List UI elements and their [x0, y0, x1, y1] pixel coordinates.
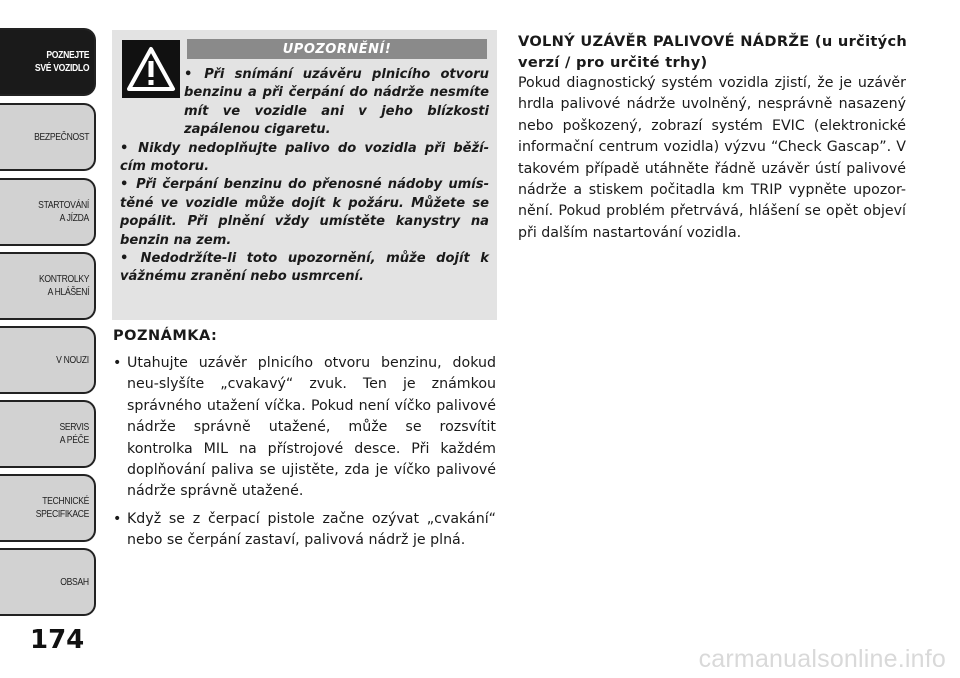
page-number: 174 — [30, 625, 85, 655]
tab-startovani-a-jizda[interactable] — [0, 178, 96, 246]
tab-label: STARTOVÁNÍ A JÍZDA — [38, 199, 89, 224]
note-heading: POZNÁMKA: — [113, 328, 218, 344]
tab-kontrolky-a-hlaseni[interactable] — [0, 252, 96, 320]
tab-label: TECHNICKÉ SPECIFIKACE — [35, 495, 89, 520]
warning-box — [112, 30, 497, 320]
tab-label: V NOUZI — [56, 353, 89, 366]
warning-title: UPOZORNĚNÍ! — [187, 39, 487, 59]
tab-label: POZNEJTE SVÉ VOZIDLO — [34, 49, 89, 74]
tab-label: SERVIS A PÉČE — [59, 421, 89, 446]
tab-label: KONTROLKY A HLÁŠENÍ — [38, 273, 89, 298]
tab-technicke-specifikace[interactable] — [0, 474, 96, 542]
warning-item: • Při snímání uzávěru plnicího otvoru benzinu a při čerpání do nádrže nesmíte mít ve vozidle ani v jeho blízkosti zapálenou cigaretu. — [184, 67, 490, 138]
warning-text — [120, 66, 489, 287]
tab-label: OBSAH — [60, 575, 89, 588]
note-list — [113, 353, 496, 558]
warning-item: • Nedodržíte-li toto upozornění, může dojít k vážnému zranění nebo usmrcení. — [120, 251, 489, 285]
tab-obsah[interactable] — [0, 548, 96, 616]
warning-item: • Při čerpání benzinu do přenosné nádoby umís-těné ve vozidle může dojít k požáru. Můžete se popálit. Při plnění vždy umístěte kanystry na benzin na zem. — [120, 177, 489, 248]
tab-servis-a-pece[interactable] — [0, 400, 96, 468]
note-item: • Když se z čerpací pistole začne ozývat „cvakání“ nebo se čerpání zastaví, palivová nádrž je plná. — [113, 510, 496, 549]
tab-poznejte-sve-vozidlo[interactable] — [0, 28, 96, 96]
section-heading: VOLNÝ UZÁVĚR PALIVOVÉ NÁDRŽE (u určitých verzí / pro určité trhy) — [518, 33, 908, 71]
watermark: carmanualsonline.info — [698, 645, 946, 673]
note-item: • Utahujte uzávěr plnicího otvoru benzinu, dokud neu-slyšíte „cvakavý“ zvuk. Ten je známkou správného utažení víčka. Pokud není víčko palivové nádrže správně utažené, může se rozsvítit kontrolka MIL na přístrojové desce. Při každém doplňování paliva se ujistěte, zda je víčko palivové nádrže správně utažené. — [113, 355, 496, 500]
tab-label: BEZPEČNOST — [33, 130, 89, 143]
tab-v-nouzi[interactable] — [0, 326, 96, 394]
tab-bezpecnost[interactable] — [0, 103, 96, 171]
warning-item: • Nikdy nedoplňujte palivo do vozidla při běží-cím motoru. — [120, 140, 490, 175]
section-body: Pokud diagnostický systém vozidla zjistí, že je uzávěr hrdla palivové nádrže uvolněný, nesprávně nasazený nebo poškozený, zobrazí systém EVIC (elektronické informační centrum vozidla) výzvu “Check Gascap”. V takovém případě utáhněte řádně uzávěr ústí palivové nádrže a stiskem počitadla km TRIP vypněte upozor-nění. Pokud problém přetrvává, hlášení se opět objeví při dalším nastartování vozidla. — [518, 75, 906, 241]
